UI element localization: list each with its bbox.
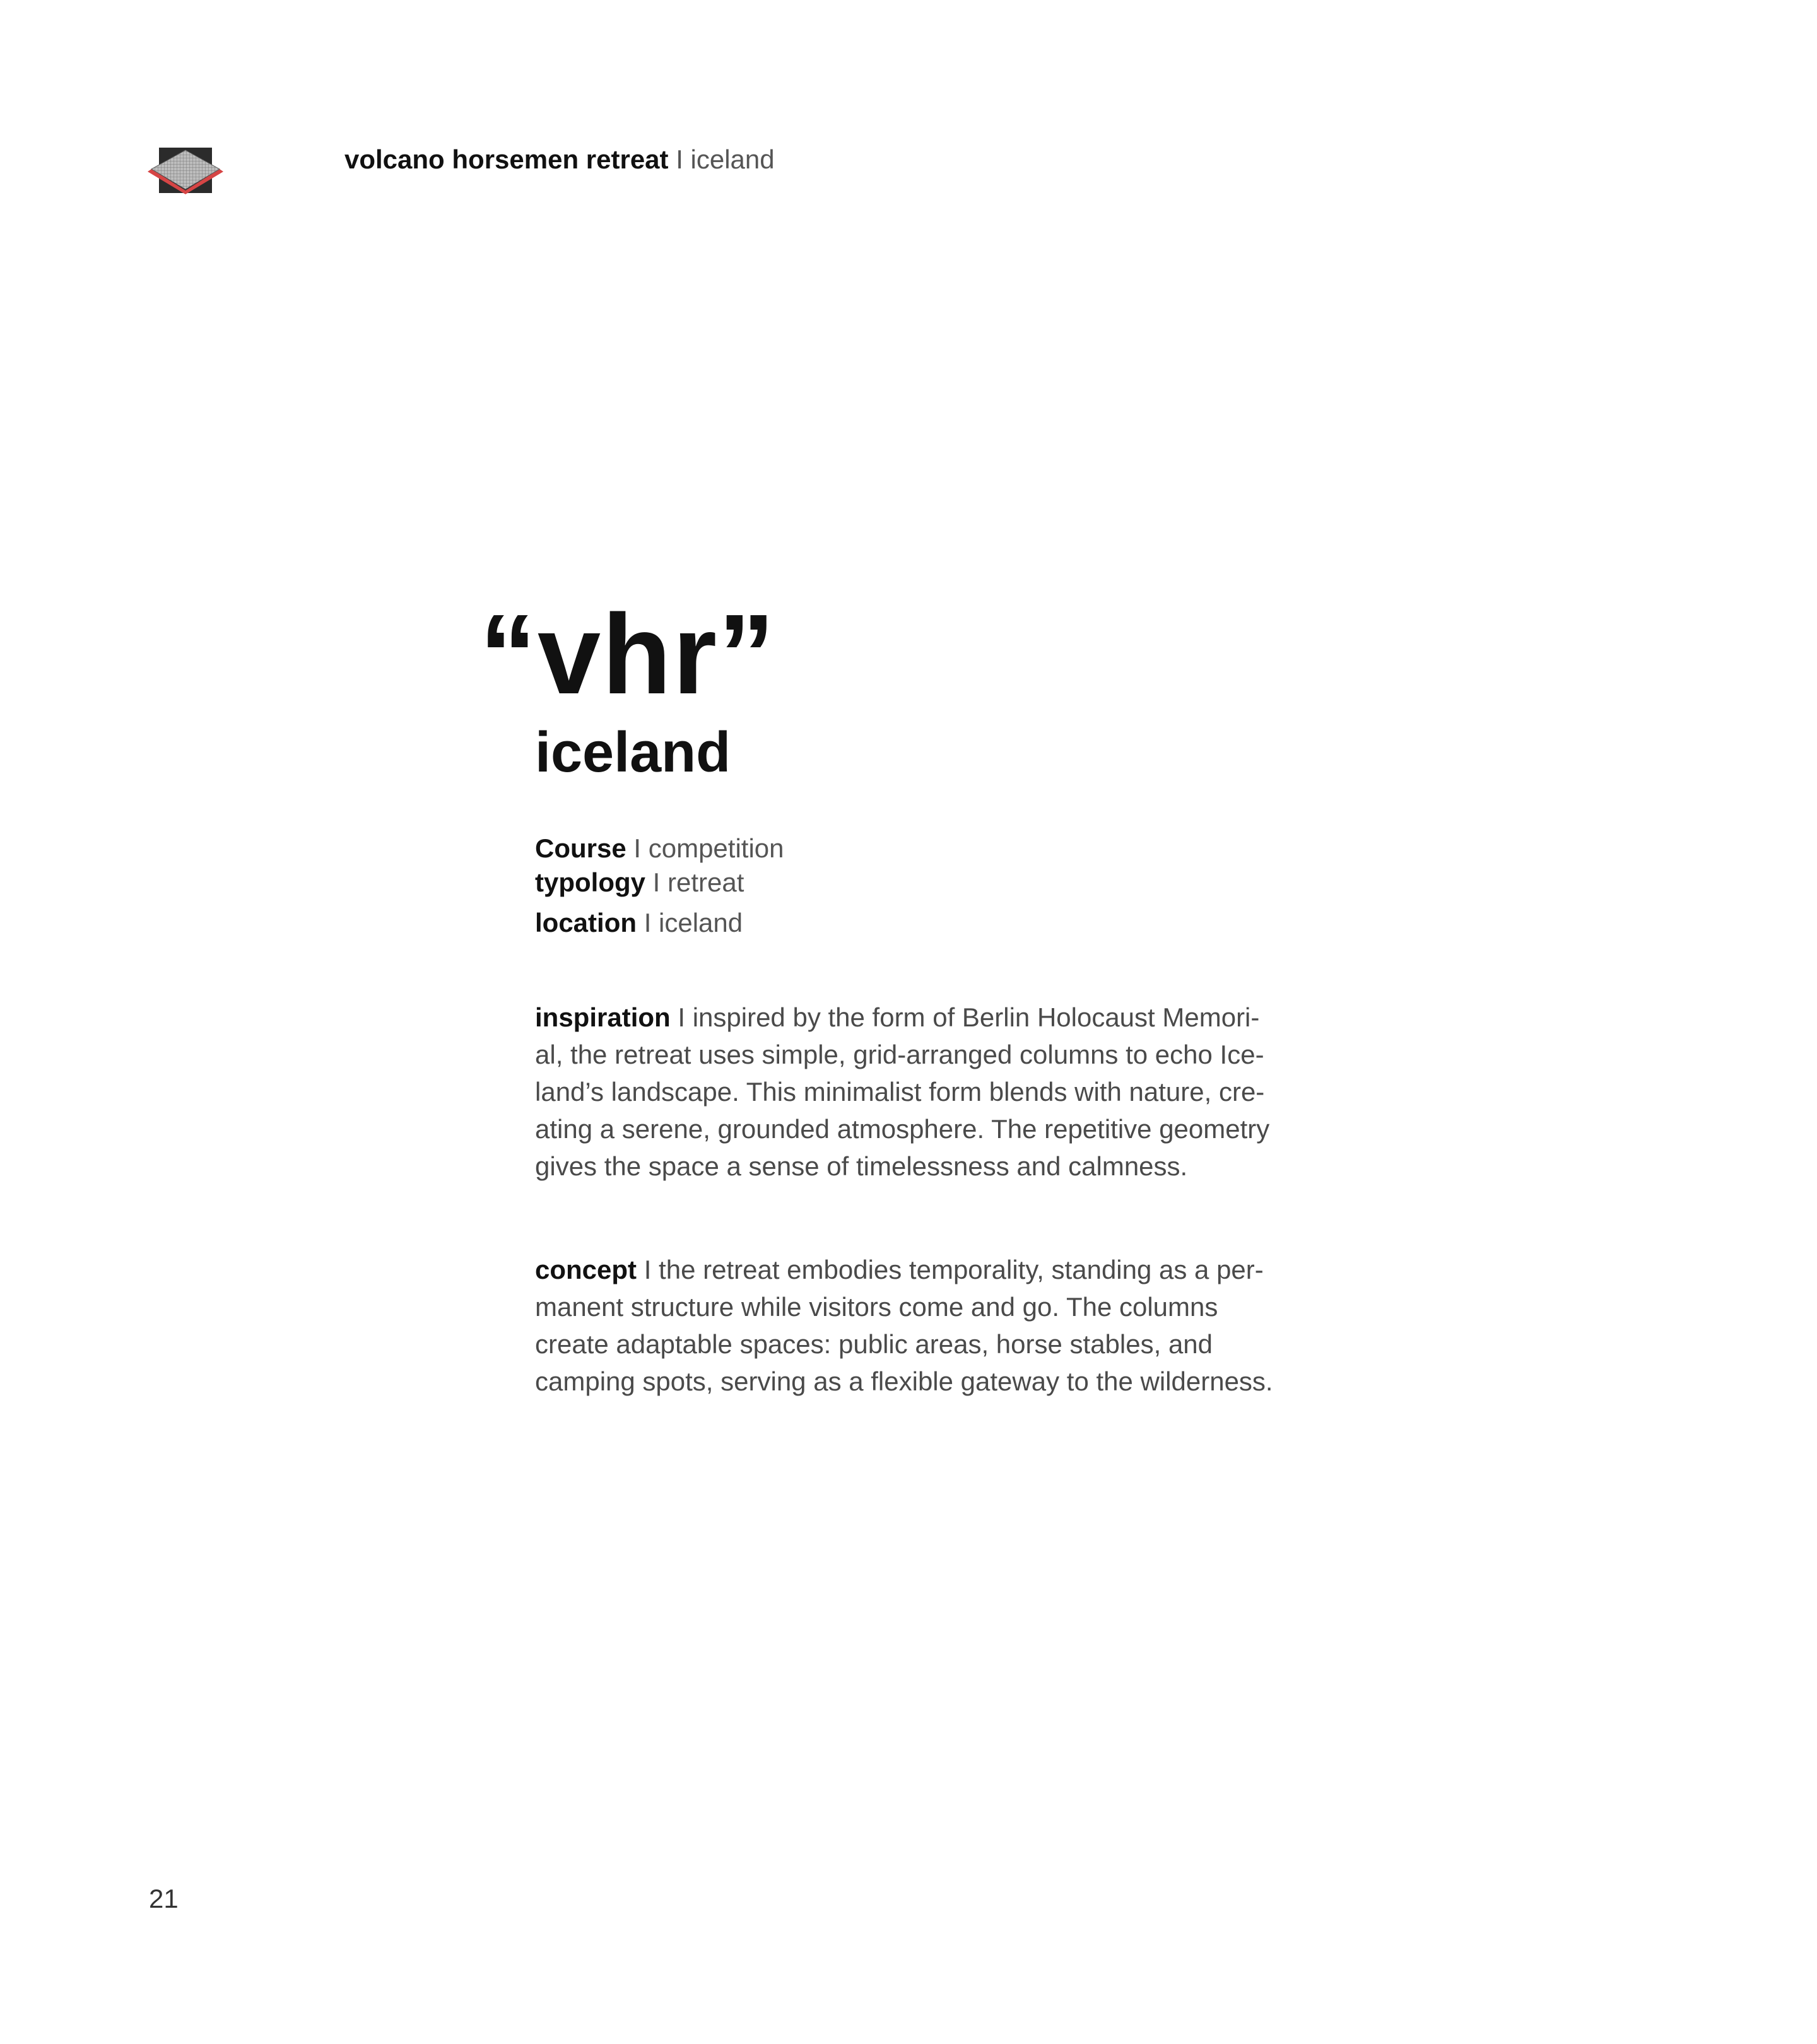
meta-separator: I	[633, 833, 642, 863]
meta-value: iceland	[659, 908, 743, 937]
paragraph-line: camping spots, serving as a flexible gateway to the wilderness.	[535, 1366, 1273, 1396]
meta-location	[535, 910, 743, 936]
header-separator: I	[676, 144, 683, 174]
page-subtitle: iceland	[535, 721, 731, 784]
paragraph-line: manent structure while visitors come and go. The columns	[535, 1292, 1218, 1322]
concept-label: concept	[535, 1255, 637, 1284]
project-logo-icon	[145, 139, 226, 199]
paragraph-separator: I	[644, 1255, 652, 1284]
inspiration-paragraph	[535, 999, 1330, 1185]
header-location: iceland	[690, 144, 775, 174]
meta-key: typology	[535, 867, 645, 897]
page-number: 21	[149, 1884, 179, 1913]
meta-separator: I	[644, 908, 652, 937]
paragraph-line: create adaptable spaces: public areas, horse stables, and	[535, 1329, 1213, 1359]
inspiration-label: inspiration	[535, 1002, 671, 1032]
paragraph-separator: I	[678, 1002, 686, 1032]
meta-course	[535, 835, 784, 862]
concept-paragraph	[535, 1251, 1330, 1400]
meta-typology	[535, 869, 744, 896]
paragraph-line	[535, 999, 1330, 1036]
page-header	[145, 139, 775, 202]
paragraph-text: the retreat embodies temporality, standing as a per-	[659, 1255, 1264, 1284]
meta-key: location	[535, 908, 637, 937]
paragraph-text: inspired by the form of Berlin Holocaust Memori-	[692, 1002, 1260, 1032]
header-project-name: volcano horsemen retreat	[344, 144, 669, 174]
meta-key: Course	[535, 833, 626, 863]
meta-separator: I	[652, 867, 661, 897]
paragraph-line: al, the retreat uses simple, grid-arranged columns to echo Ice-	[535, 1040, 1264, 1069]
paragraph-line: land’s landscape. This minimalist form blends with nature, cre-	[535, 1077, 1265, 1107]
paragraph-line: gives the space a sense of timelessness and calmness.	[535, 1151, 1188, 1181]
header-title	[344, 146, 775, 173]
meta-value: competition	[648, 833, 784, 863]
page-title: “vhr”	[479, 591, 777, 718]
paragraph-line: ating a serene, grounded atmosphere. The repetitive geometry	[535, 1114, 1270, 1144]
paragraph-line	[535, 1251, 1330, 1288]
meta-value: retreat	[667, 867, 744, 897]
title-block	[479, 591, 1401, 784]
